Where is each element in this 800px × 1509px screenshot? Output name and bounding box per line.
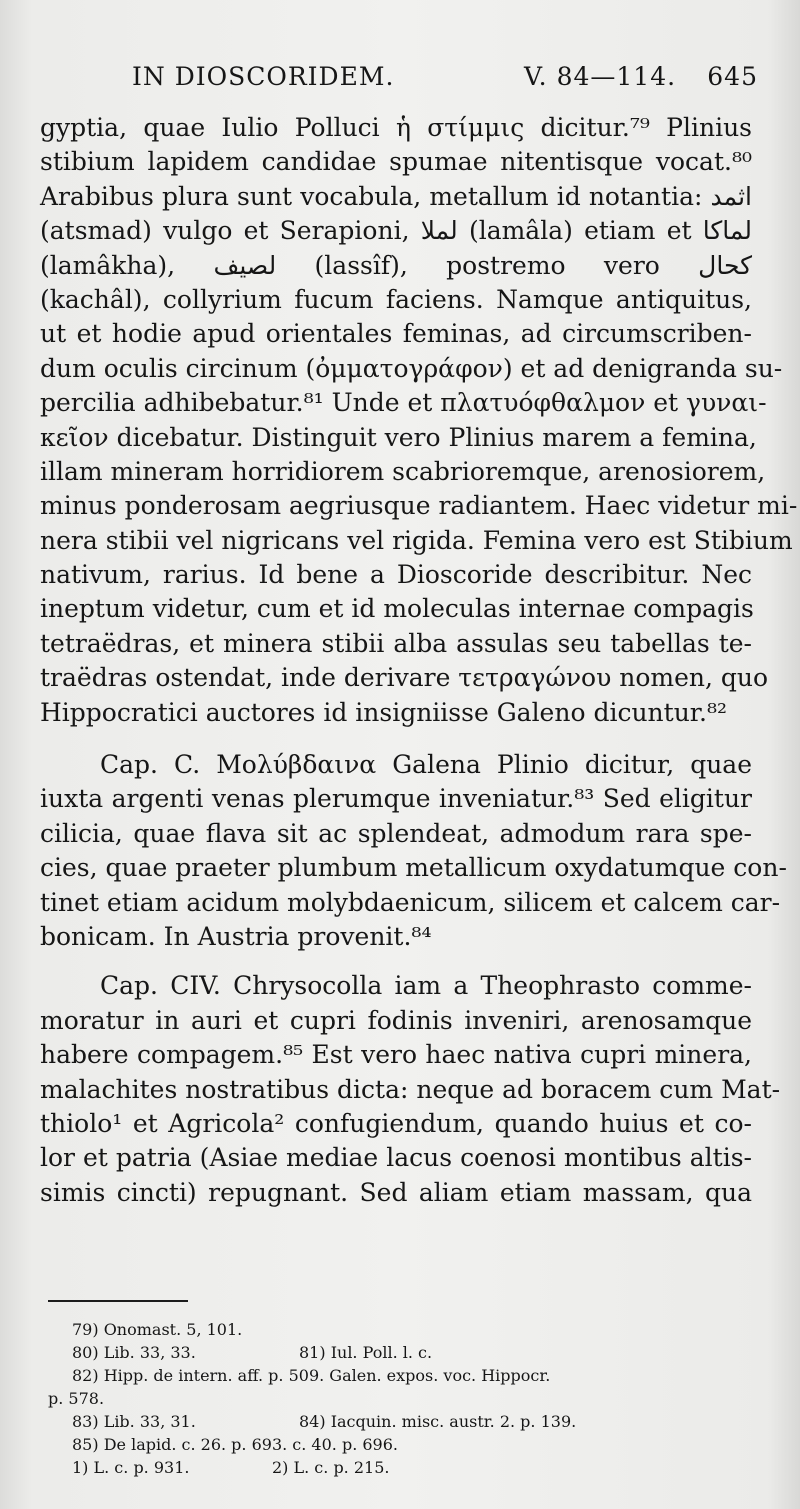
text-line: tinet etiam acidum molybdaenicum, silicem et calcem car-	[40, 887, 781, 917]
text-line: moratur in auri et cupri fodinis inveniri, arenosamque	[40, 1005, 752, 1035]
text-line: κεῖον dicebatur. Distinguit vero Plinius marem a femina,	[40, 422, 757, 452]
text-line: illam mineram horridiorem scabrioremque, arenosiorem,	[40, 456, 766, 486]
text-line: ut et hodie apud orientales feminas, ad circumscriben-	[40, 319, 752, 349]
text-line: minus ponderosam aegriusque radiantem. Haec videtur mi-	[40, 491, 798, 521]
footnote-83: 83) Lib. 33, 31.	[72, 1412, 196, 1431]
footnote-79: 79) Onomast. 5, 101.	[72, 1320, 243, 1339]
text-line: bonicam. In Austria provenit.⁸⁴	[40, 921, 432, 951]
text-line: cies, quae praeter plumbum metallicum oxydatumque con-	[40, 853, 787, 883]
footnote-row-80-81	[48, 1341, 760, 1364]
text-line: (lamâkha), لصيف (lassîf), postremo vero كحال	[40, 250, 752, 280]
footnote-82-continued: p. 578.	[48, 1389, 105, 1408]
text-line: traëdras ostendat, inde derivare τετραγώνου nomen, quo	[40, 663, 769, 693]
text-line: lor et patria (Asiae mediae lacus coenosi montibus altis-	[40, 1143, 752, 1173]
text-line: Arabibus plura sunt vocabula, metallum id notantia: اثمد	[40, 181, 752, 211]
footnote-1: 1) L. c. p. 931.	[72, 1458, 190, 1477]
text-line: ineptum videtur, cum et id moleculas internae compagis	[40, 594, 754, 624]
footnote-82: 82) Hipp. de intern. aff. p. 509. Galen. expos. voc. Hippocr.	[72, 1366, 551, 1385]
footnote-row-83-84	[48, 1410, 760, 1433]
footnote-84: 84) Iacquin. misc. austr. 2. p. 139.	[299, 1412, 577, 1431]
text-line: nera stibii vel nigricans vel rigida. Femina vero est Stibium	[40, 525, 793, 555]
text-line: tetraëdras, et minera stibii alba assulas seu tabellas te-	[40, 628, 752, 658]
text-line: cilicia, quae flava sit ac splendeat, admodum rara spe-	[40, 818, 752, 848]
footnote-divider	[48, 1300, 188, 1302]
footnote-80: 80) Lib. 33, 33.	[72, 1343, 196, 1362]
text-line: (kachâl), collyrium fucum faciens. Namque antiquitus,	[40, 284, 752, 314]
text-line: stibium lapidem candidae spumae nitentisque vocat.⁸⁰	[40, 147, 752, 177]
text-line: Hippocratici auctores id insigniisse Galeno dicuntur.⁸²	[40, 697, 727, 727]
text-line: dum oculis circinum (ὀμματογράφον) et ad denigranda su-	[40, 353, 783, 383]
text-line: nativum, rarius. Id bene a Dioscoride describitur. Nec	[40, 560, 752, 590]
footnotes	[48, 1300, 760, 1479]
footnote-81: 81) Iul. Poll. l. c.	[299, 1343, 433, 1362]
page-number: 645	[707, 62, 758, 91]
text-line: habere compagem.⁸⁵ Est vero haec nativa cupri minera,	[40, 1040, 752, 1070]
footnote-row-1-2	[48, 1456, 760, 1479]
footnote-2: 2) L. c. p. 215.	[272, 1458, 390, 1477]
text-line: (atsmad) vulgo et Serapioni, لملا (lamâla) etiam et لماكا	[40, 216, 752, 246]
paragraph-cap-civ: Cap. CIV. Chrysocolla iam a Theophrasto comme-	[100, 971, 752, 1001]
text-line: gyptia, quae Iulio Polluci ἡ στίμμις dicitur.⁷⁹ Plinius	[40, 113, 752, 142]
text-line: simis cincti) repugnant. Sed aliam etiam massam, qua	[40, 1177, 752, 1207]
text-line: iuxta argenti venas plerumque inveniatur.⁸³ Sed eligitur	[40, 784, 752, 814]
running-header	[40, 62, 760, 96]
header-title: IN DIOSCORIDEM.	[132, 62, 395, 91]
text-line: percilia adhibebatur.⁸¹ Unde et πλατυόφθαλμον et γυναι-	[40, 388, 767, 418]
paragraph-cap-c: Cap. C. Μολύβδαινα Galena Plinio dicitur, quae	[100, 750, 752, 780]
footnote-85: 85) De lapid. c. 26. p. 693. c. 40. p. 696.	[72, 1435, 398, 1454]
text-line: thiolo¹ et Agricola² confugiendum, quando huius et co-	[40, 1108, 752, 1138]
main-text	[40, 111, 798, 1210]
header-chapter-range: V. 84—114.	[524, 62, 677, 91]
text-line: malachites nostratibus dicta: neque ad boracem cum Mat-	[40, 1074, 781, 1104]
